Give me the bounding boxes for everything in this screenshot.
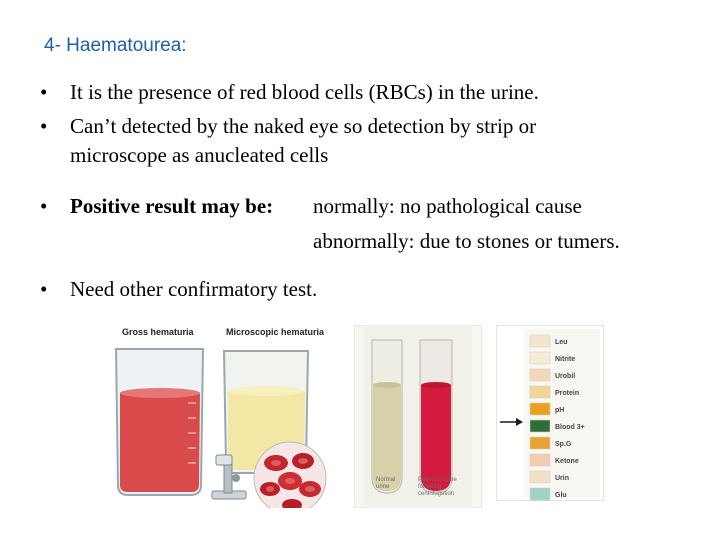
red-blood-cells-magnified [254, 442, 326, 508]
normal-urine [373, 385, 401, 491]
dipstick-pad-label: pH [555, 407, 565, 414]
microscopic-hematuria-label: Microscopic hematuria [226, 327, 325, 337]
dipstick-pad-label: Urin [555, 475, 569, 482]
urine-dipstick-image [496, 325, 604, 501]
urine-tubes-image [354, 325, 482, 508]
dipstick-pad-label: Leu [555, 339, 568, 346]
dipstick-pad [530, 403, 550, 415]
red-urine-surface [120, 388, 200, 398]
patient-urine-label-line3: centrifugation [418, 491, 455, 497]
dipstick-pad [530, 335, 550, 347]
dipstick-pad [530, 369, 550, 381]
slide-title: 4- Haematourea: [44, 35, 187, 56]
bullet-dot: • [40, 114, 48, 138]
bullet-text: Need other confirmatory test. [70, 277, 318, 301]
patient-urine-label-line1: Patient's Urine [418, 477, 457, 483]
gross-hematuria-label: Gross hematuria [122, 327, 194, 337]
normal-urine-label-line1: Normal [376, 477, 396, 483]
dipstick-pad [530, 488, 550, 500]
dipstick-pad-label: Blood 3+ [555, 424, 585, 431]
patient-urine-label-line2: following [418, 484, 442, 490]
dipstick-pad-label: Nitrite [555, 356, 576, 363]
bullet-text: microscope as anucleated cells [70, 143, 329, 167]
dipstick-pad-label: Urobil [555, 373, 576, 380]
dipstick-pad-label: Protein [555, 390, 580, 397]
dipstick-pad-label: Glu [555, 492, 567, 499]
dipstick-pad [530, 454, 550, 466]
bullet-text: normally: no pathological cause [313, 194, 582, 218]
dipstick-pad [530, 471, 550, 483]
bullet-dot: • [40, 80, 48, 104]
red-patient-urine [421, 385, 451, 491]
bullet-dot: • [40, 194, 48, 218]
bullet-text: abnormally: due to stones or tumers. [313, 229, 620, 253]
yellow-urine-surface [228, 386, 304, 396]
dipstick-pad-label: Ketone [555, 458, 579, 465]
red-urine [120, 393, 200, 492]
bullet-text: Can’t detected by the naked eye so detection by strip or [70, 114, 537, 138]
dipstick-pad-label: Sp.G [555, 441, 572, 448]
hematuria-beakers-image [108, 323, 336, 508]
bullet-bold-label: Positive result may be: [70, 194, 274, 218]
dipstick-pad [530, 386, 550, 398]
bullet-text: It is the presence of red blood cells (RBCs) in the urine. [70, 80, 539, 104]
dipstick-pad [530, 352, 550, 364]
normal-urine-label-line2: urine [376, 484, 390, 490]
bullet-dot: • [40, 277, 48, 301]
dipstick-pad [530, 420, 550, 432]
dipstick-pad [530, 437, 550, 449]
